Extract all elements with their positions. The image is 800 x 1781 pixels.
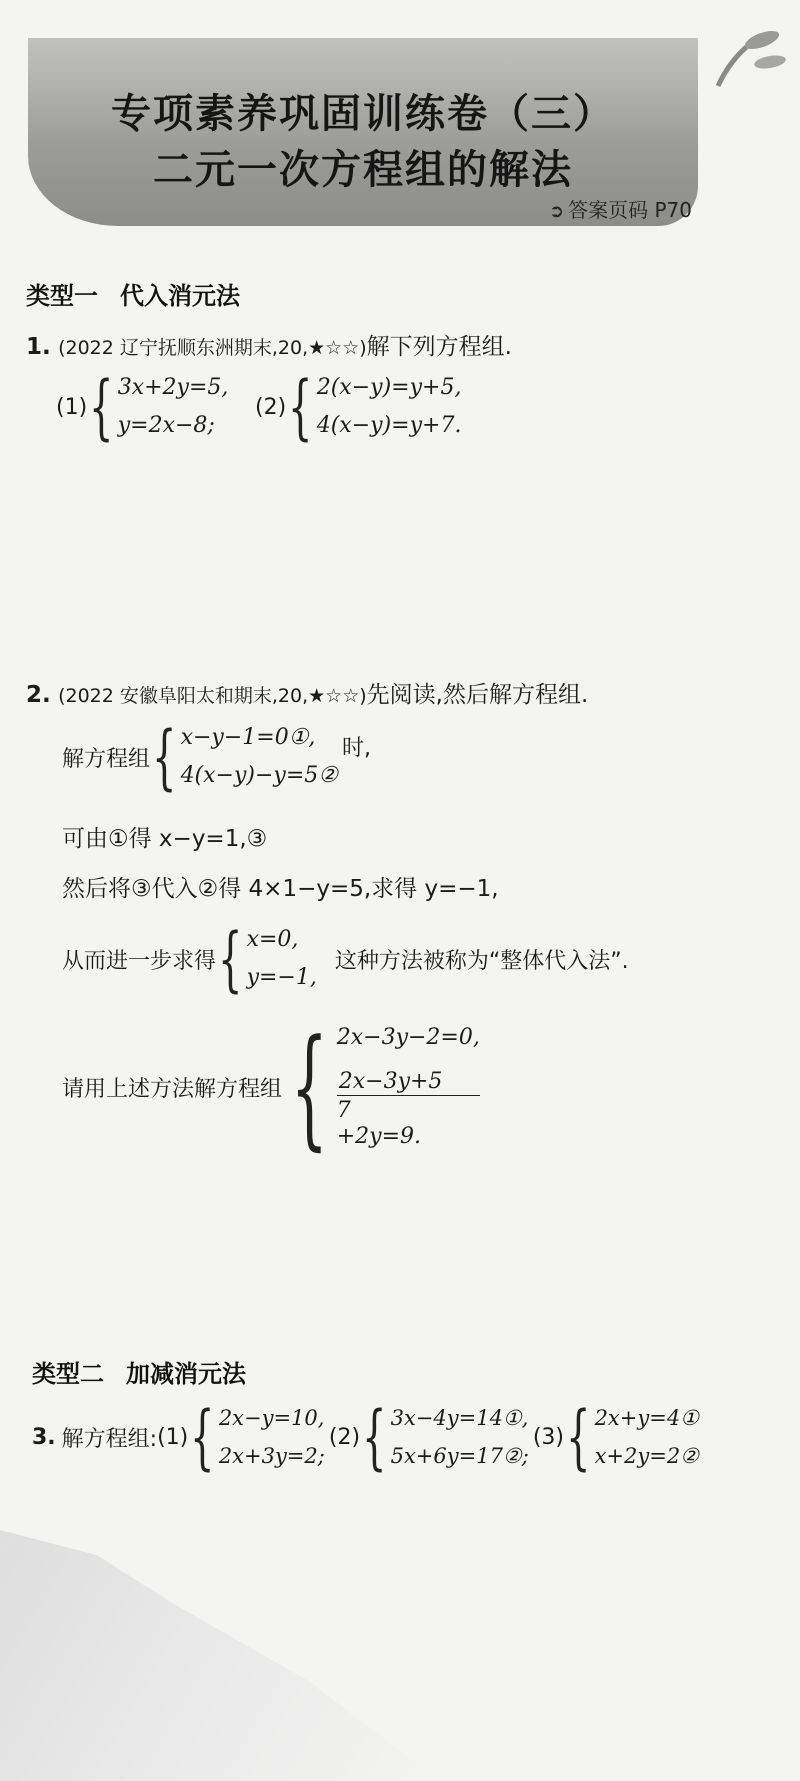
question-number: 1.	[26, 334, 51, 360]
example-system	[62, 716, 372, 798]
task-system	[62, 1011, 480, 1163]
brace-icon: {	[190, 1396, 215, 1478]
question-source: (2022 安徽阜阳太和期末,20,★☆☆)	[58, 685, 367, 707]
equation-tail: +2y=9.	[336, 1123, 422, 1149]
equation: 3x−4y=14①,	[390, 1406, 529, 1430]
equation: 2x−y=10,	[218, 1406, 325, 1430]
equation: 2x+3y=2;	[218, 1444, 325, 1468]
question-3	[32, 1396, 700, 1478]
leaf-icon	[710, 30, 790, 90]
equation-system-1-1	[56, 366, 229, 448]
step-line-1: 可由①得 x−y=1,③	[62, 826, 268, 852]
section-title-2	[32, 1354, 246, 1389]
brace-icon: {	[152, 716, 177, 798]
equation: 4(x−y)=y+7.	[316, 413, 462, 438]
section-2-type: 类型二	[32, 1360, 104, 1388]
equation: x−y−1=0①,	[180, 725, 316, 750]
step-line-2: 然后将③代入②得 4×1−y=5,求得 y=−1,	[62, 876, 499, 902]
answer-page-ref	[549, 194, 692, 223]
page-title-line1: 专项素养巩固训练卷（三）	[111, 91, 615, 137]
brace-icon: {	[89, 366, 114, 448]
question-source: (2022 辽宁抚顺东洲期末,20,★☆☆)	[58, 337, 367, 359]
answer-ref-text: 答案页码 P70	[568, 198, 692, 222]
equation: 2x+y=4①	[594, 1406, 700, 1430]
system-label: (2)	[255, 394, 287, 420]
equation: 5x+6y=17②;	[390, 1444, 529, 1468]
equation: 3x+2y=5,	[117, 375, 229, 400]
equation: 4(x−y)−y=5②	[180, 763, 339, 788]
equation: x+2y=2②	[594, 1444, 700, 1468]
page-title-line2: 二元一次方程组的解法	[153, 147, 573, 193]
system-label: (2)	[328, 1424, 361, 1450]
equation: 2(x−y)=y+5,	[316, 375, 462, 400]
page-shadow	[0, 1530, 440, 1781]
brace-icon: {	[288, 366, 313, 448]
text: 从而进一步求得	[62, 948, 217, 974]
fraction-numerator: 2x−3y+5	[337, 1069, 480, 1096]
equation	[337, 1069, 480, 1150]
system-label: (1)	[157, 1424, 189, 1450]
equation: y=2x−8;	[117, 413, 215, 438]
section-2-method: 加减消元法	[126, 1360, 246, 1388]
equation: y=−1,	[246, 965, 317, 990]
section-title-1	[26, 276, 240, 311]
question-number: 3.	[32, 1424, 56, 1450]
brace-icon: {	[218, 918, 243, 1000]
question-prompt: 先阅读,然后解方程组.	[366, 682, 589, 708]
arrow-right-icon: ➲	[549, 201, 565, 222]
question-prompt: 解下列方程组.	[366, 334, 512, 360]
system-label: (1)	[56, 394, 88, 420]
text: 解方程组	[62, 746, 151, 772]
question-1-header	[26, 328, 512, 361]
brace-icon: {	[290, 1011, 328, 1163]
brace-icon: {	[566, 1396, 591, 1478]
system-label: (3)	[532, 1424, 565, 1450]
section-1-method: 代入消元法	[120, 282, 240, 310]
question-2-header	[26, 676, 588, 709]
solution-system	[62, 918, 629, 1000]
text: 时,	[342, 735, 372, 761]
brace-icon: {	[362, 1396, 387, 1478]
question-prompt: 解方程组:	[61, 1426, 158, 1452]
equation: x=0,	[246, 927, 299, 952]
equation: 2x−3y−2=0,	[336, 1024, 480, 1050]
text: 这种方法被称为“整体代入法”.	[334, 948, 629, 974]
question-number: 2.	[26, 682, 51, 708]
equation-system-1-2	[255, 366, 462, 448]
section-1-type: 类型一	[26, 282, 98, 310]
fraction-denominator: 7	[336, 1097, 351, 1123]
text: 请用上述方法解方程组	[62, 1076, 283, 1102]
